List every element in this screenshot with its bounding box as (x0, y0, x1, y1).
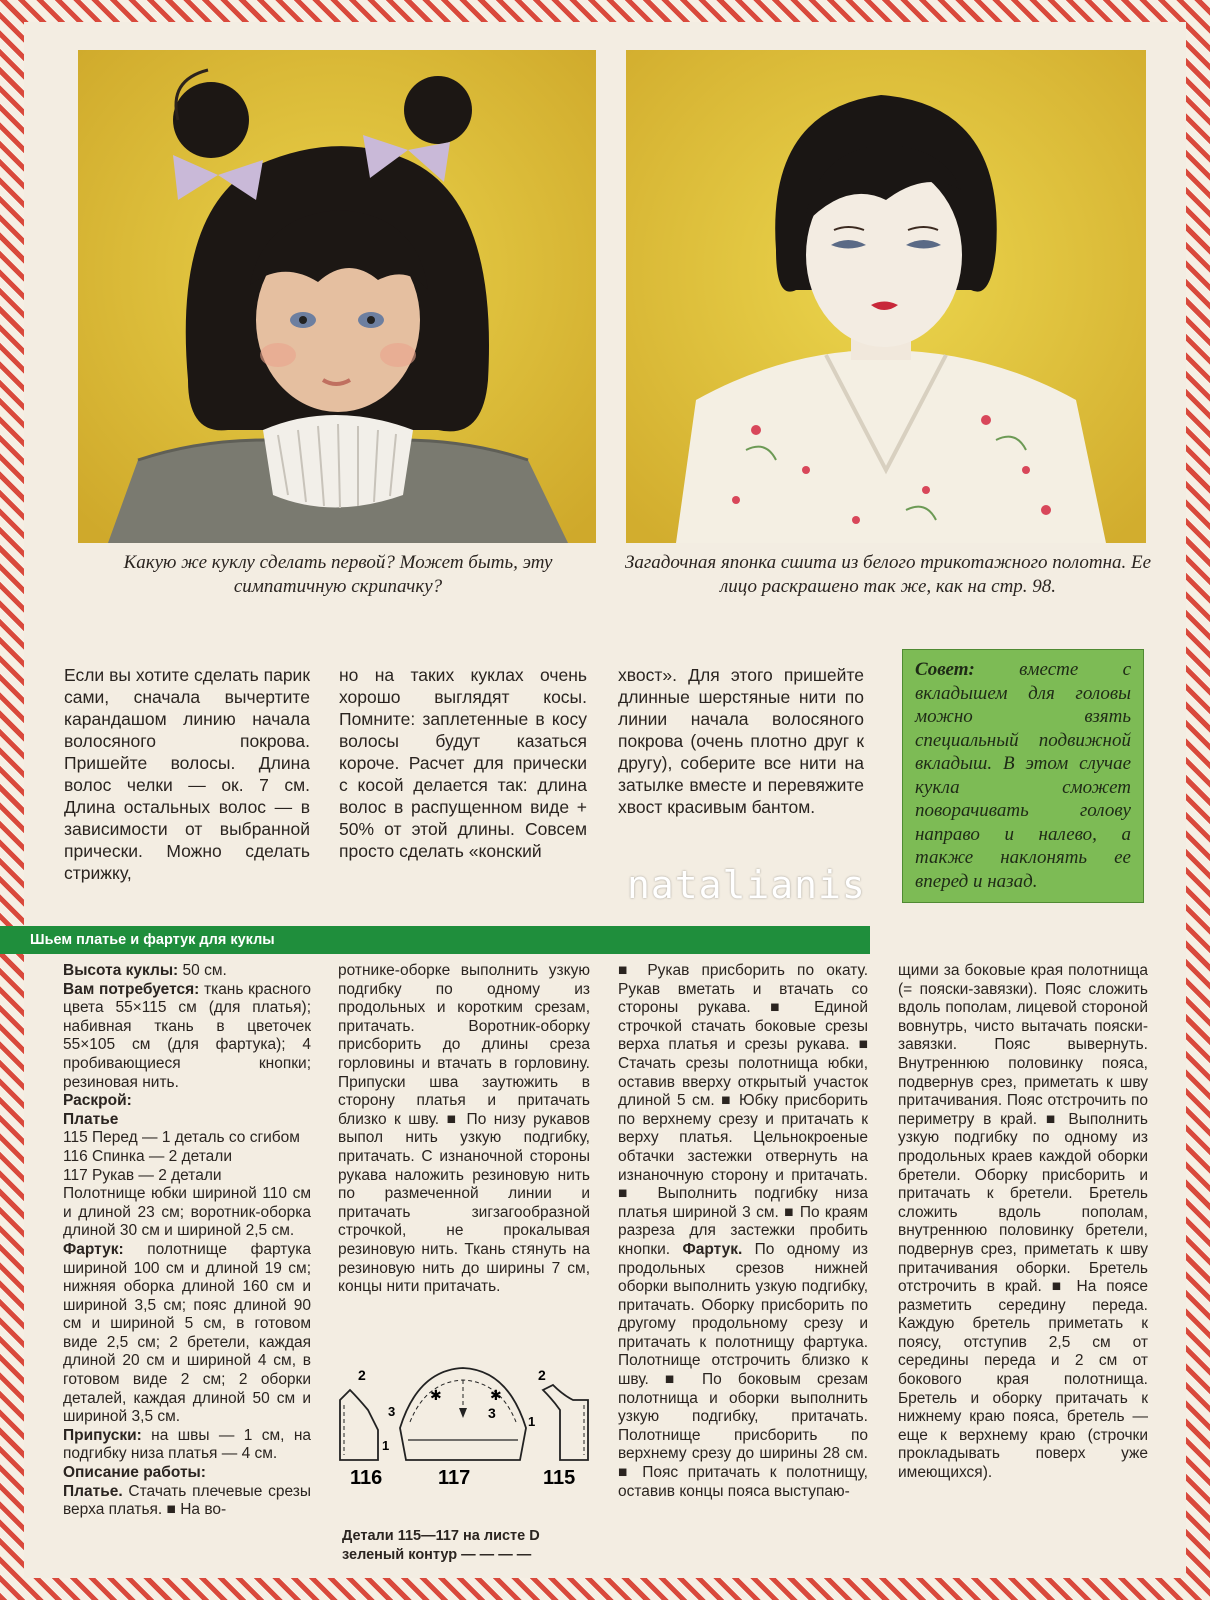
dress-work-text: Стачать плечевые срезы верха платья. ■ На во- (63, 1482, 311, 1519)
materials-line (63, 981, 311, 1093)
article-text-1: Если вы хотите сделать парик сами, сначала вычертите карандашом линию начала волосяного покрова. Пришейте волосы. Длина волос челки — ок. 7 см. Длина остальных волос — в зависимости от выбранной прически. Можно сделать стрижку, (64, 665, 310, 883)
materials-value: ткань красного цвета 55×115 см (для платья); набивная ткань в цветочек 55×105 см (для фартука); 4 пробивающиеся кнопки; резиновая нить. (63, 980, 312, 1091)
part-116: 116 Спинка — 2 детали (63, 1147, 233, 1165)
article-column-1 (64, 664, 310, 884)
pattern-column-4 (898, 962, 1148, 1483)
label-115: 115 (543, 1467, 576, 1489)
article-text-2: но на таких куклах очень хорошо выглядят косы. Помните: заплетенные в косу волосы будут казаться короче. Расчет для прически с косой делается так: длина волос в распущенном виде + 50% от этой длины. Совсем просто сделать «конский (339, 665, 587, 861)
dress-work-line (63, 1483, 311, 1520)
height-value: 50 см. (178, 962, 227, 979)
dress-work-label: Платье. (63, 1482, 123, 1500)
caption-left: Какую же куклу сделать первой? Может быть, эту симпатичную скрипачку? (123, 552, 553, 597)
work-heading (63, 1464, 311, 1483)
dress-label: Платье (63, 1110, 119, 1128)
pattern-column-1 (63, 962, 311, 1520)
materials-label: Вам потребуется: (63, 980, 200, 998)
allowance-text: на швы — 1 см, на подгибку низа платья — 4 см. (63, 1426, 311, 1463)
allowance-line (63, 1427, 311, 1464)
article-text-3: хвост». Для этого пришейте длинные шерстяные нити по линии начала волосяного покрова (очень плотно друг к другу), соберите все нити на затылке вместе и перевяжите хвост красивым бантом. (618, 665, 864, 817)
label-117: 117 (438, 1467, 471, 1489)
mark-3-right: 1 (528, 1414, 536, 1429)
cut-label: Раскрой: (63, 1092, 132, 1110)
tip-label: Совет: (915, 659, 975, 680)
svg-text:✱: ✱ (430, 1388, 442, 1404)
part-117: 117 Рукав — 2 детали (63, 1166, 222, 1184)
pattern-text-4: щими за боковые края полотнища (= пояски-завязки). Пояс сложить вдоль пополам, лицевой стороной вовнутрь, чисто вытачать пояски-завязки. Пояс вывернуть. Внутреннюю половинку пояса, подвернув срез, приметать к шву притачивания. Пояс отстрочить по периметру в край. ■ Выполнить узкую подгибку по одному из продольных краев каждой оборки бретели. Оборку присборить и притачать к бретели. Бретель сложить вдоль пополам, внутреннюю половинку бретели, подвернув срез, приметать к шву притачивания оборки. Бретель отстрочить в край. ■ На поясе разметить середину переда. Каждую бретель приметать к поясу, отступив 2,5 см от середины переда и 2 см от бокового края полотнища. Бретель и оборку притачать к нижнему краю пояса, бретель — еще к верхнему краю (строчки прокладывать поверх уже имеющихся). (898, 962, 1148, 1482)
apron-label: Фартук: (63, 1240, 124, 1258)
caption-right: Загадочная японка сшита из белого трикотажного полотна. Ее лицо раскрашено так же, как на стр. 98. (624, 552, 1152, 597)
diagram-caption: Детали 115—117 на листе D зеленый контур — — — — (342, 1528, 540, 1563)
pattern-text-3b: По одному из продольных срезов нижней оборки выполнить узкую подгибку, притачать. Оборку присборить по другому продольному срезу и притачать к полотнищу фартука. Полотнище отстрочить близко к шву. ■ По боковым срезам полотнища и оборки выполнить узкую подгибку, притачать. Полотнище присборить по верхнему срезу до ширины 28 см. ■ Пояс притачать к полотнищу, оставив концы пояса выступаю- (618, 1240, 868, 1500)
height-line (63, 962, 311, 981)
mark-2-right: 2 (538, 1367, 546, 1383)
pattern-column-2 (338, 962, 590, 1297)
pattern-column-3 (618, 962, 868, 1501)
height-label: Высота куклы: (63, 962, 179, 979)
pattern-text-2: ротнике-оборке выполнить узкую подгибку по одному из продольных и коротким срезам, притачать. Воротник-оборку присборить до длины среза горловины и втачать в горловину. Припуски шва заутюжить в сторону платья и притачать близко к шву. ■ По низу рукавов выпол нить узкую подгибку, притачать. С изнаночной стороны рукава наложить резиновую нить по размеченной линии и притачать зигзагообразной строчкой, не прокалывая резиновую нить. Ткань стянуть на резиновую нить до ширины 7 см, концы нити притачать. (338, 962, 590, 1296)
dress-heading (63, 1111, 311, 1130)
watermark: natalianis (627, 863, 866, 907)
apron-text: полотнище фартука шириной 100 см и длиной 19 см; нижняя оборка длиной 160 см и шириной 3,5 см; пояс длиной 90 см и шириной 5 см, в готовом виде 2,5 см; 2 бретели, каждая длиной 20 см и шириной 4 см, в готовом виде 2 см; 2 оборки деталей, каждая длиной 50 см и шириной 3,5 см. (63, 1240, 311, 1426)
section-title-band: Шьем платье и фартук для куклы (0, 926, 870, 954)
mark-3-left: 3 (388, 1404, 396, 1419)
cut-heading (63, 1092, 311, 1111)
apron-work-label: Фартук. (670, 1240, 743, 1258)
article-column-3 (618, 664, 864, 818)
article-column-2 (339, 664, 587, 862)
photo-violinist-doll (78, 50, 596, 543)
pattern-text-3 (618, 962, 868, 1501)
part-115: 115 Перед — 1 деталь со сгибом (63, 1129, 300, 1147)
label-116: 116 (350, 1467, 383, 1489)
cut-text: Полотнище юбки шириной 110 см и длиной 23 см; воротник-оборка длиной 30 см и шириной 2,5 см. (63, 1185, 311, 1240)
tip-text: вместе с вкладышем для головы можно взять специальный подвижной вкладыш. В этом случае кукла сможет поворачивать голову направо и налево, а также наклонять ее вперед и назад. (915, 659, 1131, 892)
mark-3-sleeve: 3 (488, 1405, 496, 1421)
pattern-diagram (338, 1360, 592, 1492)
allowance-label: Припуски: (63, 1426, 142, 1444)
svg-text:✱: ✱ (490, 1388, 502, 1404)
apron-line (63, 1241, 311, 1427)
photo-japanese-doll (626, 50, 1146, 543)
mark-2-left: 2 (358, 1367, 366, 1383)
work-label: Описание работы: (63, 1464, 206, 1482)
pattern-text-3a: ■ Рукав присборить по окату. Рукав вметать и втачать со стороны рукава. ■ Единой строчкой стачать боковые срезы верха платья и срезы рукава. ■ Стачать срезы полотнища юбки, оставив вверху открытый участок длиной 5 см. ■ Юбку присборить по верхнему срезу и притачать к верху платья. Цельнокроеные обтачки застежки отвернуть на изнаночную сторону и притачать. ■ Выполнить подгибку низа платья шириной 3 см. ■ По краям разреза для застежки пробить кнопки. (618, 962, 868, 1258)
mark-1-left: 1 (382, 1438, 390, 1453)
tip-box (902, 649, 1144, 903)
